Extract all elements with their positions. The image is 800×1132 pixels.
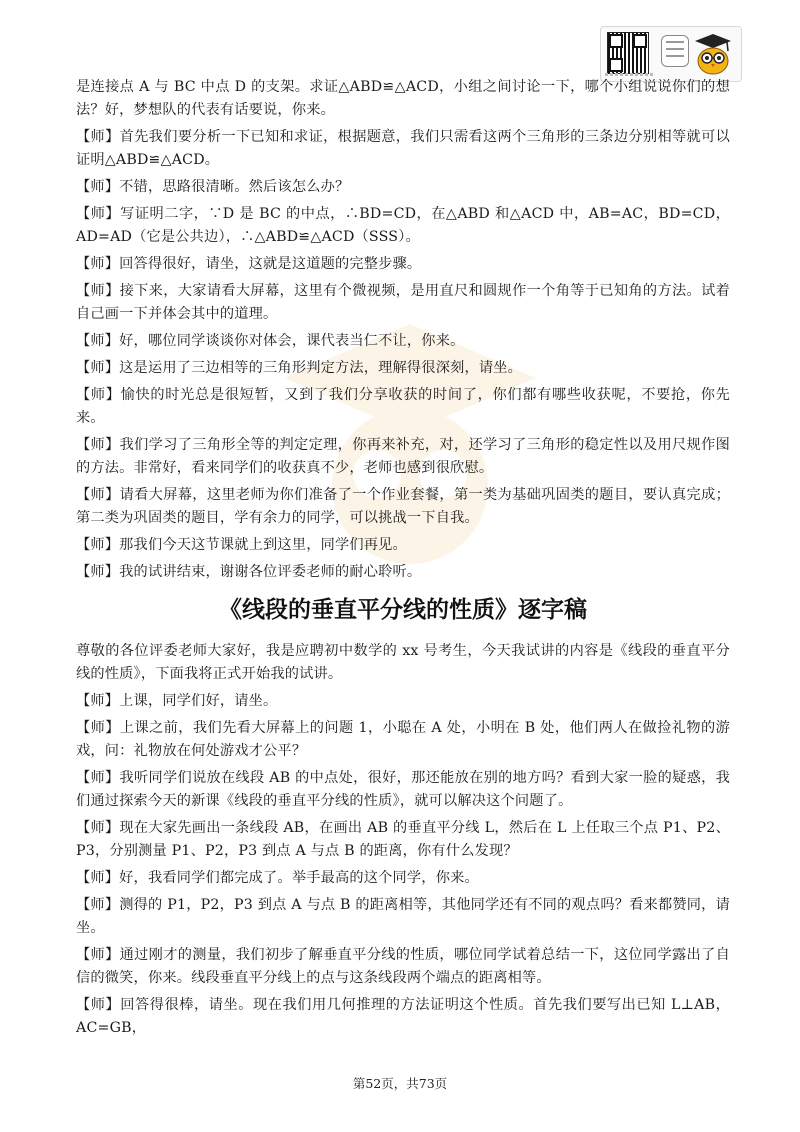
paragraph-text: 上课，同学们好，请坐。 [119, 693, 278, 709]
dialogue-paragraph [76, 944, 730, 990]
speaker-label: 【师】 [76, 897, 120, 913]
section-title: 《线段的垂直平分线的性质》逐字稿 [219, 597, 587, 623]
paragraph-text: 写证明二字，∵D 是 BC 的中点，∴BD=CD，在△ABD 和△ACD 中，AB=AC，BD=CD，AD=AD（它是公共边），∴△ABD≌△ACD（SSS）。 [76, 206, 730, 245]
speaker-label: 【师】 [76, 720, 120, 736]
dialogue-paragraph [76, 253, 730, 276]
header-badge [600, 26, 742, 82]
speaker-label: 【师】 [76, 870, 120, 886]
speaker-label: 【师】 [76, 770, 120, 786]
dialogue-paragraph [76, 203, 730, 249]
dialogue-paragraph [76, 994, 730, 1040]
paragraph-text: 接下来，大家请看大屏幕，这里有个微视频，是用直尺和圆规作一个角等于已知角的方法。试着自己画一下并体会其中的道理。 [76, 283, 730, 322]
speaker-label: 【师】 [76, 129, 120, 145]
speaker-label: 【师】 [76, 206, 121, 222]
dialogue-paragraph [76, 817, 730, 863]
paragraph-text: 我的试讲结束，谢谢各位评委老师的耐心聆听。 [119, 564, 422, 580]
speaker-label: 【师】 [76, 947, 120, 963]
dialogue-paragraph [76, 867, 730, 890]
speaker-label: 【师】 [76, 820, 120, 836]
document-body [76, 76, 730, 1044]
dialogue-paragraph [76, 534, 730, 557]
paragraph-text: 是连接点 A 与 BC 中点 D 的支架。求证△ABD≌△ACD，小组之间讨论一下，哪个小组说说你们的想法？好，梦想队的代表有话要说，你来。 [76, 79, 730, 118]
paragraph-text: 我听同学们说放在线段 AB 的中点处，很好，那还能放在别的地方吗？看到大家一脸的疑惑，我们通过探索今天的新课《线段的垂直平分线的性质》，就可以解决这个问题了。 [76, 770, 730, 809]
dialogue-paragraph [76, 126, 730, 172]
paragraph-text: 回答得很好，请坐，这就是这道题的完整步骤。 [119, 256, 422, 272]
paragraph-text: 回答得很棒，请坐。现在我们用几何推理的方法证明这个性质。首先我们要写出已知 L⊥AB，AC=GB， [76, 997, 730, 1036]
speaker-label: 【师】 [76, 256, 120, 272]
dialogue-paragraph [76, 357, 730, 380]
page-number-footer: 第52页，共73页 [352, 1076, 448, 1091]
speech-bubble-icon [661, 35, 689, 67]
owl-mascot-icon [693, 33, 733, 75]
paragraph-text: 尊敬的各位评委老师大家好，我是应聘初中数学的 xx 号考生，今天我试讲的内容是《线段的垂直平分线的性质》，下面我将正式开始我的试讲。 [76, 643, 730, 682]
qr-code-icon[interactable] [607, 32, 649, 74]
dialogue-paragraph [76, 561, 730, 584]
paragraph-text: 不错，思路很清晰。然后该怎么办？ [119, 179, 350, 195]
paragraph-text: 那我们今天这节课就上到这里，同学们再见。 [119, 537, 407, 553]
dialogue-paragraph [76, 76, 730, 122]
speaker-label: 【师】 [76, 333, 120, 349]
dialogue-paragraph [76, 640, 730, 686]
dialogue-paragraph [76, 717, 730, 763]
paragraph-text: 好，哪位同学谈谈你对体会，课代表当仁不让，你来。 [119, 333, 465, 349]
speaker-label: 【师】 [76, 564, 120, 580]
dialogue-block-1 [76, 76, 730, 584]
dialogue-block-2 [76, 640, 730, 1040]
paragraph-text: 请看大屏幕，这里老师为你们准备了一个作业套餐，第一类为基础巩固类的题目，要认真完成；第二类为巩固类的题目，学有余力的同学，可以挑战一下自我。 [76, 487, 730, 526]
speaker-label: 【师】 [76, 387, 121, 403]
dialogue-paragraph [76, 384, 730, 430]
speaker-label: 【师】 [76, 693, 120, 709]
dialogue-paragraph [76, 434, 730, 480]
speaker-label: 【师】 [76, 437, 120, 453]
paragraph-text: 首先我们要分析一下已知和求证，根据题意，我们只需看这两个三角形的三条边分别相等就可以证明△ABD≌△ACD。 [76, 129, 730, 168]
dialogue-paragraph [76, 280, 730, 326]
dialogue-paragraph [76, 767, 730, 813]
speaker-label: 【师】 [76, 487, 120, 503]
speaker-label: 【师】 [76, 360, 120, 376]
paragraph-text: 好，我看同学们都完成了。举手最高的这个同学，你来。 [119, 870, 479, 886]
speaker-label: 【师】 [76, 997, 121, 1013]
paragraph-text: 愉快的时光总是很短暂，又到了我们分享收获的时间了，你们都有哪些收获呢，不要抢，你先来。 [76, 387, 730, 426]
speaker-label: 【师】 [76, 283, 120, 299]
paragraph-text: 测得的 P1，P2，P3 到点 A 与点 B 的距离相等，其他同学还有不同的观点吗？看来都赞同，请坐。 [76, 897, 730, 936]
dialogue-paragraph [76, 484, 730, 530]
dialogue-paragraph [76, 176, 730, 199]
speaker-label: 【师】 [76, 537, 120, 553]
paragraph-text: 通过刚才的测量，我们初步了解垂直平分线的性质，哪位同学试着总结一下，这位同学露出了自信的微笑，你来。线段垂直平分线上的点与这条线段两个端点的距离相等。 [76, 947, 730, 986]
paragraph-text: 上课之前，我们先看大屏幕上的问题 1，小聪在 A 处，小明在 B 处，他们两人在做捡礼物的游戏，问：礼物放在何处游戏才公平？ [76, 720, 731, 759]
dialogue-paragraph [76, 690, 730, 713]
dialogue-paragraph [76, 894, 730, 940]
speaker-label: 【师】 [76, 179, 120, 195]
paragraph-text: 我们学习了三角形全等的判定定理，你再来补充，对，还学习了三角形的稳定性以及用尺规作图的方法。非常好，看来同学们的收获真不少，老师也感到很欣慰。 [76, 437, 730, 476]
dialogue-paragraph [76, 330, 730, 353]
paragraph-text: 这是运用了三边相等的三角形判定方法，理解得很深刻，请坐。 [119, 360, 523, 376]
paragraph-text: 现在大家先画出一条线段 AB，在画出 AB 的垂直平分线 L，然后在 L 上任取三个点 P1、P2、P3，分别测量 P1、P2，P3 到点 A 与点 B 的距离，你有什么发现？ [76, 820, 730, 859]
